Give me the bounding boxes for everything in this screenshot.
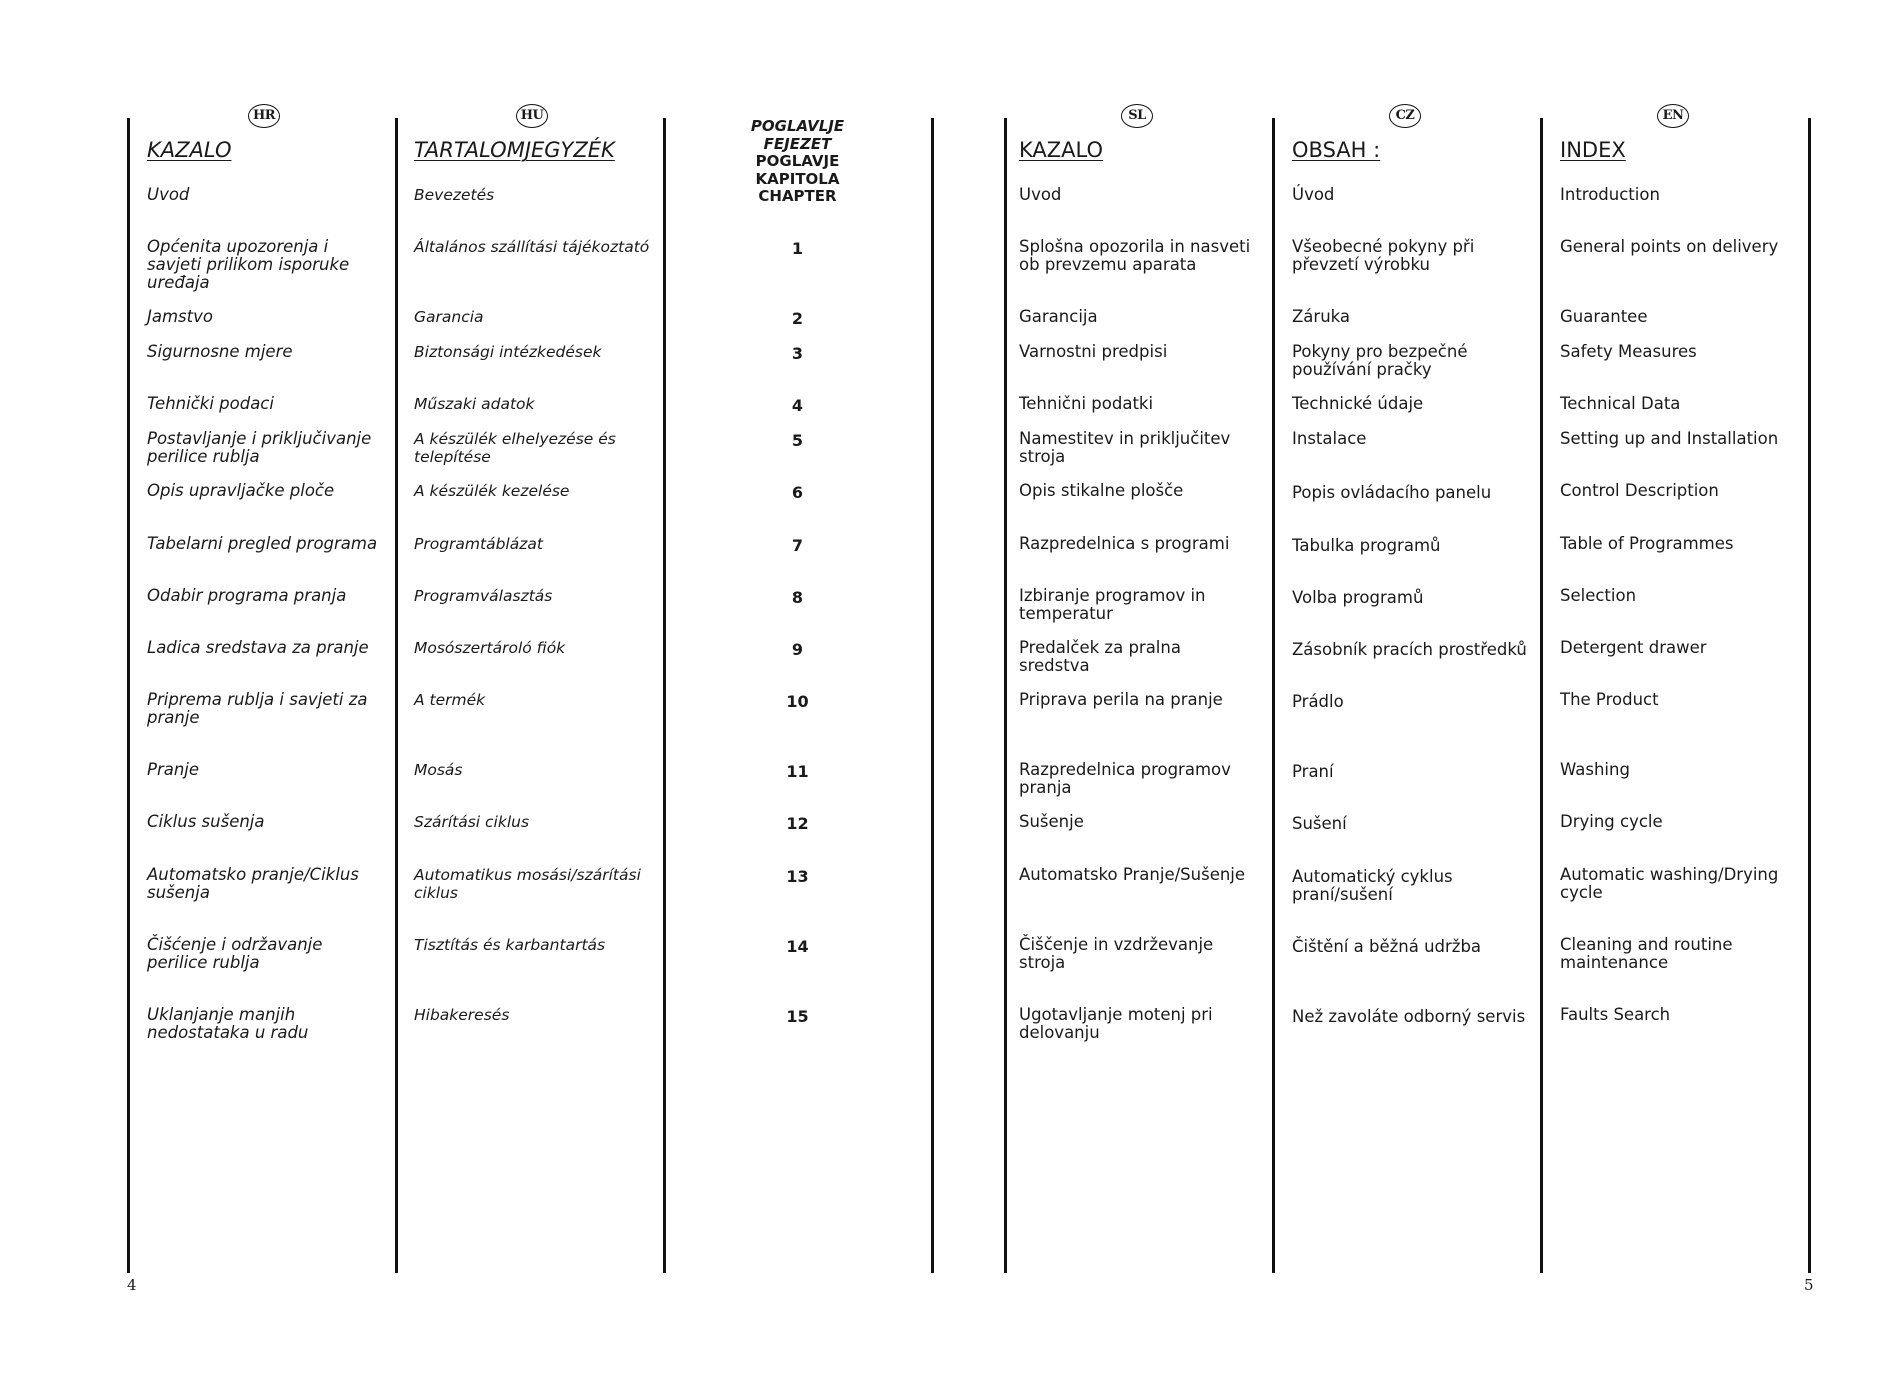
lang-badge-sl: SL <box>1121 104 1153 128</box>
entry-en: Automatic washing/Drying cycle <box>1560 865 1779 902</box>
entry-hu: Hibakeresés <box>414 1006 510 1024</box>
entry-hu: Bevezetés <box>414 186 495 204</box>
entry-en: Introduction <box>1560 185 1660 204</box>
entry-cz: Automatický cyklus praní/sušení <box>1292 867 1453 904</box>
entry-hu: A készülék elhelyezése és telepítése <box>414 430 616 466</box>
column-rule <box>1272 118 1275 1273</box>
entry-hu: Automatikus mosási/szárítási ciklus <box>414 866 641 902</box>
title-hu: TARTALOMJEGYZÉK <box>414 138 615 162</box>
entry-cz: Sušení <box>1292 814 1347 833</box>
entry-cz: Tabulka programů <box>1292 536 1441 555</box>
entry-en: Drying cycle <box>1560 812 1663 831</box>
chapter-header-en: CHAPTER <box>758 187 837 205</box>
entry-cz: Než zavoláte odborný servis <box>1292 1007 1526 1026</box>
chapter-header <box>720 118 875 206</box>
entry-hr: Čišćenje i održavanje perilice rublja <box>147 935 323 972</box>
entry-hu: Mosás <box>414 761 463 779</box>
entry-hu: Mosószertároló fiók <box>414 639 566 657</box>
chapter-number: 2 <box>791 309 804 328</box>
entry-sl: Priprava perila na pranje <box>1019 690 1223 709</box>
chapter-number: 13 <box>786 867 809 886</box>
entry-en: Guarantee <box>1560 307 1648 326</box>
title-sl: KAZALO <box>1019 138 1103 162</box>
entry-hu: Garancia <box>414 308 484 326</box>
entry-en: General points on delivery <box>1560 237 1779 256</box>
entry-hr: Odabir programa pranja <box>147 586 347 605</box>
title-hr: KAZALO <box>147 138 232 162</box>
entry-hr: Pranje <box>147 760 200 779</box>
column-rule <box>1808 118 1811 1273</box>
entry-cz: Čištění a běžná udržba <box>1292 937 1482 956</box>
entry-cz: Pokyny pro bezpečné používání pračky <box>1292 342 1468 379</box>
entry-hu: Programválasztás <box>414 587 553 605</box>
entry-en: Cleaning and routine maintenance <box>1560 935 1733 972</box>
entry-cz: Všeobecné pokyny při převzetí výrobku <box>1292 237 1475 274</box>
entry-sl: Čiščenje in vzdrževanje stroja <box>1019 935 1214 972</box>
chapter-number: 8 <box>791 588 804 607</box>
chapter-number: 4 <box>791 396 804 415</box>
page-number-left: 4 <box>127 1276 137 1294</box>
entry-hu: Általános szállítási tájékoztató <box>414 238 650 256</box>
chapter-number: 3 <box>791 344 804 363</box>
entry-hr: Tehnički podaci <box>147 394 274 413</box>
entry-sl: Predalček za pralna sredstva <box>1019 638 1181 675</box>
column-rule <box>663 118 666 1273</box>
chapter-number: 15 <box>786 1007 809 1026</box>
entry-hr: Automatsko pranje/Ciklus sušenja <box>147 865 359 902</box>
entry-en: Setting up and Installation <box>1560 429 1779 448</box>
lang-badge-cz: CZ <box>1389 104 1421 128</box>
entry-sl: Splošna opozorila in nasveti ob prevzemu aparata <box>1019 237 1251 274</box>
entry-hr: Jamstvo <box>147 307 213 326</box>
entry-cz: Technické údaje <box>1292 394 1424 413</box>
entry-sl: Namestitev in priključitev stroja <box>1019 429 1231 466</box>
chapter-number: 11 <box>786 762 809 781</box>
entry-en: Faults Search <box>1560 1005 1671 1024</box>
lang-badge-hu: HU <box>516 104 548 128</box>
entry-sl: Varnostni predpisi <box>1019 342 1168 361</box>
entry-hu: Szárítási ciklus <box>414 813 530 831</box>
title-cz: OBSAH : <box>1292 138 1381 162</box>
entry-cz: Volba programů <box>1292 588 1424 607</box>
entry-sl: Razpredelnica programov pranja <box>1019 760 1231 797</box>
entry-en: Washing <box>1560 760 1630 779</box>
entry-en: Safety Measures <box>1560 342 1697 361</box>
column-rule <box>1540 118 1543 1273</box>
chapter-header-sl: POGLAVJE <box>755 152 840 170</box>
entry-hu: Programtáblázat <box>414 535 543 553</box>
lang-badge-hr: HR <box>248 104 280 128</box>
entry-en: Table of Programmes <box>1560 534 1734 553</box>
entry-hr: Tabelarni pregled programa <box>147 534 378 553</box>
entry-sl: Tehnični podatki <box>1019 394 1154 413</box>
chapter-number: 6 <box>791 483 804 502</box>
entry-cz: Úvod <box>1292 185 1335 204</box>
page-number-right: 5 <box>1804 1276 1814 1294</box>
entry-hr: Uvod <box>147 185 190 204</box>
entry-hr: Ciklus sušenja <box>147 812 265 831</box>
chapter-number: 9 <box>791 640 804 659</box>
chapter-number: 10 <box>786 692 809 711</box>
entry-sl: Garancija <box>1019 307 1098 326</box>
entry-en: The Product <box>1560 690 1659 709</box>
entry-hr: Sigurnosne mjere <box>147 342 293 361</box>
entry-cz: Záruka <box>1292 307 1351 326</box>
entry-cz: Prádlo <box>1292 692 1344 711</box>
entry-hr: Općenita upozorenja i savjeti prilikom isporuke uređaja <box>147 237 350 292</box>
chapter-number: 7 <box>791 536 804 555</box>
entry-sl: Ugotavljanje motenj pri delovanju <box>1019 1005 1213 1042</box>
entry-en: Technical Data <box>1560 394 1681 413</box>
entry-sl: Izbiranje programov in temperatur <box>1019 586 1206 623</box>
entry-hu: A termék <box>414 691 486 709</box>
chapter-header-hr: POGLAVLJE <box>750 117 845 135</box>
column-rule <box>1004 118 1007 1273</box>
entry-sl: Razpredelnica s programi <box>1019 534 1230 553</box>
lang-badge-en: EN <box>1657 104 1689 128</box>
entry-sl: Uvod <box>1019 185 1062 204</box>
chapter-number: 14 <box>786 937 809 956</box>
entry-hr: Ladica sredstava za pranje <box>147 638 369 657</box>
chapter-number: 5 <box>791 431 804 450</box>
entry-hr: Postavljanje i priključivanje perilice rublja <box>147 429 372 466</box>
entry-cz: Instalace <box>1292 429 1367 448</box>
column-rule <box>395 118 398 1273</box>
entry-hu: Biztonsági intézkedések <box>414 343 602 361</box>
entry-sl: Automatsko Pranje/Sušenje <box>1019 865 1246 884</box>
entry-en: Detergent drawer <box>1560 638 1707 657</box>
entry-en: Control Description <box>1560 481 1719 500</box>
entry-cz: Popis ovládacího panelu <box>1292 483 1492 502</box>
chapter-number: 12 <box>786 814 809 833</box>
entry-hr: Priprema rublja i savjeti za pranje <box>147 690 368 727</box>
chapter-header-hu: FEJEZET <box>763 134 832 153</box>
chapter-header-cz: KAPITOLA <box>755 169 840 188</box>
entry-cz: Praní <box>1292 762 1334 781</box>
entry-hu: A készülék kezelése <box>414 482 570 500</box>
entry-hu: Tisztítás és karbantartás <box>414 936 606 954</box>
column-rule <box>931 118 934 1273</box>
entry-sl: Sušenje <box>1019 812 1084 831</box>
title-en: INDEX <box>1560 138 1626 162</box>
entry-en: Selection <box>1560 586 1637 605</box>
entry-hr: Opis upravljačke ploče <box>147 481 335 500</box>
entry-sl: Opis stikalne plošče <box>1019 481 1184 500</box>
entry-hu: Műszaki adatok <box>414 395 535 413</box>
entry-cz: Zásobník pracích prostředků <box>1292 640 1527 659</box>
chapter-number: 1 <box>791 239 804 258</box>
entry-hr: Uklanjanje manjih nedostataka u radu <box>147 1005 309 1042</box>
column-rule <box>127 118 130 1273</box>
